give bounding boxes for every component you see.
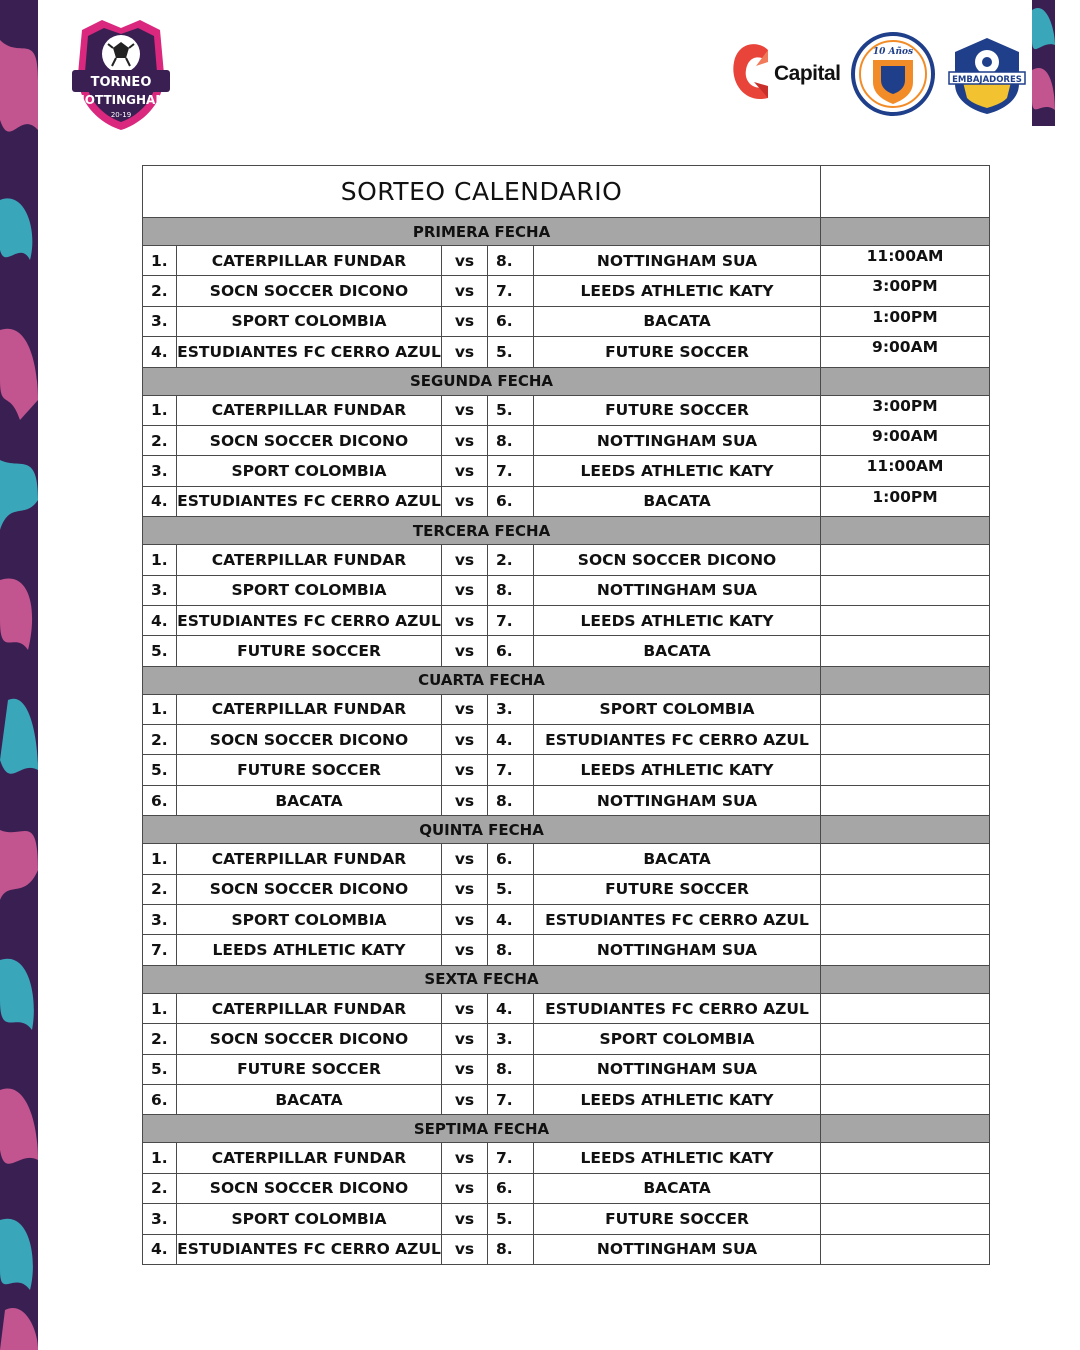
home-team: CATERPILLAR FUNDAR [177,694,442,724]
match-row [143,935,990,965]
logo-text-year: 20-19 [110,111,132,119]
home-seed: 2. [143,425,177,455]
away-team: SPORT COLOMBIA [534,694,821,724]
round-empty-cell [821,816,990,844]
match-time [821,545,990,575]
match-row [143,725,990,755]
away-seed: 7. [488,1143,534,1173]
match-row [143,605,990,635]
home-seed: 3. [143,1204,177,1234]
home-seed: 1. [143,545,177,575]
round-title: SEPTIMA FECHA [143,1115,821,1143]
home-seed: 2. [143,1173,177,1203]
home-team: BACATA [177,785,442,815]
round-header-row [143,367,990,395]
away-team: BACATA [534,306,821,336]
home-team: SOCN SOCCER DICONO [177,276,442,306]
away-team: BACATA [534,1173,821,1203]
vs-label: vs [442,486,488,516]
vs-label: vs [442,1143,488,1173]
round-header-row [143,1115,990,1143]
match-row [143,575,990,605]
vs-label: vs [442,993,488,1023]
away-seed: 8. [488,1234,534,1264]
home-seed: 1. [143,844,177,874]
embajadores-logo [945,32,1029,116]
match-time: 1:00PM [821,306,990,336]
home-team: SPORT COLOMBIA [177,306,442,336]
home-team: CATERPILLAR FUNDAR [177,395,442,425]
home-seed: 5. [143,636,177,666]
match-time [821,993,990,1023]
match-time [821,725,990,755]
match-row [143,1234,990,1264]
decorative-corner-strip [1032,0,1055,126]
home-seed: 1. [143,246,177,276]
schedule-title: SORTEO CALENDARIO [143,166,821,218]
vs-label: vs [442,1084,488,1114]
home-team: LEEDS ATHLETIC KATY [177,935,442,965]
capital-wordmark: Capital [774,62,841,85]
logo-text-nottingham: NOTTINGHAM [74,93,168,107]
home-team: SPORT COLOMBIA [177,905,442,935]
home-team: CATERPILLAR FUNDAR [177,246,442,276]
capital-c-icon [728,36,772,112]
home-team: SPORT COLOMBIA [177,456,442,486]
away-seed: 7. [488,605,534,635]
home-team: ESTUDIANTES FC CERRO AZUL [177,337,442,367]
vs-label: vs [442,1234,488,1264]
round-empty-cell [821,218,990,246]
match-time [821,785,990,815]
match-time: 11:00AM [821,246,990,276]
away-seed: 5. [488,1204,534,1234]
match-time: 3:00PM [821,276,990,306]
away-team: NOTTINGHAM SUA [534,785,821,815]
tournament-logo [68,14,174,132]
away-seed: 8. [488,1054,534,1084]
away-seed: 3. [488,694,534,724]
match-time [821,605,990,635]
round-empty-cell [821,965,990,993]
match-time: 1:00PM [821,486,990,516]
away-seed: 5. [488,395,534,425]
vs-label: vs [442,425,488,455]
away-seed: 2. [488,545,534,575]
home-seed: 2. [143,1024,177,1054]
match-time: 3:00PM [821,395,990,425]
match-time [821,935,990,965]
schedule-title-row [143,166,990,218]
away-team: SPORT COLOMBIA [534,1024,821,1054]
home-team: FUTURE SOCCER [177,636,442,666]
home-team: SPORT COLOMBIA [177,575,442,605]
vs-label: vs [442,1173,488,1203]
home-team: FUTURE SOCCER [177,1054,442,1084]
away-team: FUTURE SOCCER [534,337,821,367]
match-time [821,694,990,724]
match-row [143,636,990,666]
vs-label: vs [442,725,488,755]
match-time [821,1173,990,1203]
match-row [143,1143,990,1173]
match-row [143,276,990,306]
home-seed: 3. [143,575,177,605]
away-seed: 7. [488,1084,534,1114]
match-row [143,246,990,276]
home-team: CATERPILLAR FUNDAR [177,1143,442,1173]
away-team: LEEDS ATHLETIC KATY [534,456,821,486]
away-team: ESTUDIANTES FC CERRO AZUL [534,725,821,755]
home-team: SPORT COLOMBIA [177,1204,442,1234]
home-team: FUTURE SOCCER [177,755,442,785]
match-row [143,694,990,724]
schedule-table [142,165,990,1265]
home-seed: 6. [143,785,177,815]
home-seed: 1. [143,395,177,425]
match-row [143,1024,990,1054]
away-seed: 8. [488,425,534,455]
match-row [143,1054,990,1084]
vs-label: vs [442,874,488,904]
vs-label: vs [442,755,488,785]
home-team: ESTUDIANTES FC CERRO AZUL [177,1234,442,1264]
round-title: CUARTA FECHA [143,666,821,694]
away-seed: 5. [488,874,534,904]
away-team: SOCN SOCCER DICONO [534,545,821,575]
away-seed: 3. [488,1024,534,1054]
round-header-row [143,218,990,246]
vs-label: vs [442,1054,488,1084]
match-time: 9:00AM [821,337,990,367]
vs-label: vs [442,395,488,425]
vs-label: vs [442,935,488,965]
vs-label: vs [442,575,488,605]
home-seed: 1. [143,694,177,724]
match-time [821,636,990,666]
vs-label: vs [442,844,488,874]
match-row [143,306,990,336]
away-seed: 6. [488,1173,534,1203]
away-seed: 7. [488,755,534,785]
capital-logo [728,36,841,112]
match-time [821,844,990,874]
home-seed: 1. [143,993,177,1023]
home-team: SOCN SOCCER DICONO [177,425,442,455]
away-seed: 6. [488,306,534,336]
away-seed: 8. [488,575,534,605]
home-team: CATERPILLAR FUNDAR [177,844,442,874]
anniversary-badge-text: 10 Años [872,47,913,57]
home-seed: 2. [143,725,177,755]
match-row [143,755,990,785]
home-seed: 3. [143,905,177,935]
round-header-row [143,965,990,993]
away-team: FUTURE SOCCER [534,395,821,425]
round-title: QUINTA FECHA [143,816,821,844]
away-seed: 8. [488,935,534,965]
away-seed: 8. [488,785,534,815]
home-seed: 1. [143,1143,177,1173]
home-seed: 2. [143,276,177,306]
away-team: LEEDS ATHLETIC KATY [534,605,821,635]
away-team: NOTTINGHAM SUA [534,1054,821,1084]
embajadores-wordmark: EMBAJADORES [951,75,1022,85]
home-seed: 4. [143,486,177,516]
match-row [143,874,990,904]
match-time [821,1084,990,1114]
away-team: NOTTINGHAM SUA [534,246,821,276]
home-team: SOCN SOCCER DICONO [177,1173,442,1203]
match-time [821,1143,990,1173]
home-seed: 5. [143,1054,177,1084]
away-team: BACATA [534,636,821,666]
round-title: SEXTA FECHA [143,965,821,993]
home-team: ESTUDIANTES FC CERRO AZUL [177,605,442,635]
home-team: CATERPILLAR FUNDAR [177,993,442,1023]
away-team: FUTURE SOCCER [534,874,821,904]
away-team: FUTURE SOCCER [534,1204,821,1234]
away-seed: 6. [488,486,534,516]
round-title: TERCERA FECHA [143,517,821,545]
away-team: BACATA [534,844,821,874]
away-seed: 5. [488,337,534,367]
away-team: NOTTINGHAM SUA [534,1234,821,1264]
vs-label: vs [442,605,488,635]
match-row [143,785,990,815]
away-team: LEEDS ATHLETIC KATY [534,755,821,785]
home-seed: 4. [143,605,177,635]
match-row [143,1084,990,1114]
round-header-row [143,517,990,545]
match-row [143,456,990,486]
home-team: SOCN SOCCER DICONO [177,1024,442,1054]
away-seed: 6. [488,844,534,874]
vs-label: vs [442,1204,488,1234]
vs-label: vs [442,785,488,815]
match-time: 9:00AM [821,425,990,455]
match-row [143,545,990,575]
away-seed: 7. [488,456,534,486]
round-empty-cell [821,1115,990,1143]
home-seed: 7. [143,935,177,965]
home-seed: 5. [143,755,177,785]
match-time [821,1204,990,1234]
away-team: NOTTINGHAM SUA [534,425,821,455]
logo-text-torneo: TORNEO [90,75,152,90]
match-row [143,844,990,874]
home-seed: 6. [143,1084,177,1114]
round-header-row [143,816,990,844]
decorative-side-strip [0,0,38,1350]
away-seed: 4. [488,725,534,755]
away-seed: 4. [488,905,534,935]
match-row [143,1173,990,1203]
away-seed: 8. [488,246,534,276]
match-row [143,425,990,455]
match-row [143,486,990,516]
match-row [143,337,990,367]
away-seed: 4. [488,993,534,1023]
match-time [821,874,990,904]
round-title: SEGUNDA FECHA [143,367,821,395]
away-team: NOTTINGHAM SUA [534,935,821,965]
match-time [821,1054,990,1084]
round-empty-cell [821,666,990,694]
away-team: ESTUDIANTES FC CERRO AZUL [534,905,821,935]
match-row [143,905,990,935]
title-empty-cell [821,166,990,218]
home-seed: 2. [143,874,177,904]
match-row [143,993,990,1023]
anniversary-badge-logo [851,32,935,116]
away-team: BACATA [534,486,821,516]
match-time [821,905,990,935]
vs-label: vs [442,905,488,935]
away-team: LEEDS ATHLETIC KATY [534,1084,821,1114]
vs-label: vs [442,1024,488,1054]
vs-label: vs [442,636,488,666]
home-team: SOCN SOCCER DICONO [177,874,442,904]
round-empty-cell [821,367,990,395]
away-team: NOTTINGHAM SUA [534,575,821,605]
round-empty-cell [821,517,990,545]
match-row [143,1204,990,1234]
home-team: SOCN SOCCER DICONO [177,725,442,755]
match-time: 11:00AM [821,456,990,486]
away-seed: 6. [488,636,534,666]
sponsor-logos [728,28,1029,120]
vs-label: vs [442,246,488,276]
match-row [143,395,990,425]
home-seed: 3. [143,306,177,336]
home-seed: 4. [143,1234,177,1264]
vs-label: vs [442,276,488,306]
home-seed: 3. [143,456,177,486]
vs-label: vs [442,694,488,724]
home-team: ESTUDIANTES FC CERRO AZUL [177,486,442,516]
match-time [821,575,990,605]
match-time [821,755,990,785]
away-team: LEEDS ATHLETIC KATY [534,1143,821,1173]
match-time [821,1234,990,1264]
match-time [821,1024,990,1054]
vs-label: vs [442,337,488,367]
vs-label: vs [442,545,488,575]
vs-label: vs [442,456,488,486]
away-team: LEEDS ATHLETIC KATY [534,276,821,306]
away-team: ESTUDIANTES FC CERRO AZUL [534,993,821,1023]
vs-label: vs [442,306,488,336]
home-team: BACATA [177,1084,442,1114]
away-seed: 7. [488,276,534,306]
home-team: CATERPILLAR FUNDAR [177,545,442,575]
round-header-row [143,666,990,694]
home-seed: 4. [143,337,177,367]
round-title: PRIMERA FECHA [143,218,821,246]
